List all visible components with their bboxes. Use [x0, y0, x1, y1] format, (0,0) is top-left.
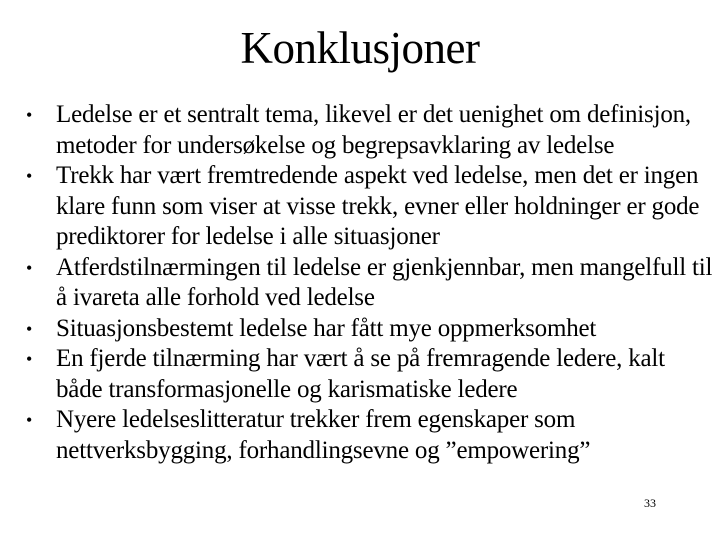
slide-title: Konklusjoner: [240, 23, 480, 73]
bullet-dot-icon: •: [25, 257, 33, 278]
bullet-dot-icon: •: [25, 410, 33, 430]
bullet-item: [22, 100, 716, 161]
bullet-item: [22, 405, 716, 466]
bullet-text: En fjerde tilnærming har vært å se på fremragende ledere, kalt både transformasjonelle og karismatiske ledere: [56, 345, 665, 403]
bullet-item: [22, 161, 716, 253]
bullet-dot-icon: •: [25, 105, 33, 125]
bullet-item: [22, 344, 716, 405]
bullet-text: Atferdstilnærmingen til ledelse er gjenkjennbar, men mangelfull til å ivareta alle forhold ved ledelse: [56, 253, 713, 311]
bullet-dot-icon: •: [25, 349, 33, 369]
bullet-dot-icon: •: [25, 166, 33, 186]
bullet-list: [22, 100, 716, 466]
slide-number: 33: [644, 496, 656, 510]
bullet-text: Situasjonsbestemt ledelse har fått mye oppmerksomhet: [56, 314, 597, 342]
bullet-text: Trekk har vært fremtredende aspekt ved ledelse, men det er ingen klare funn som viser at visse trekk, evner eller holdninger er gode prediktorer for ledelse i alle situasjoner: [56, 162, 700, 250]
bullet-item: [22, 253, 716, 314]
bullet-dot-icon: •: [25, 318, 33, 339]
bullet-text: Nyere ledelseslitteratur trekker frem egenskaper som nettverksbygging, forhandlingsevne og ”empowering”: [56, 406, 591, 464]
bullet-item: [22, 314, 716, 345]
bullet-text: Ledelse er et sentralt tema, likevel er det uenighet om definisjon, metoder for undersøkelse og begrepsavklaring av ledelse: [56, 101, 691, 159]
